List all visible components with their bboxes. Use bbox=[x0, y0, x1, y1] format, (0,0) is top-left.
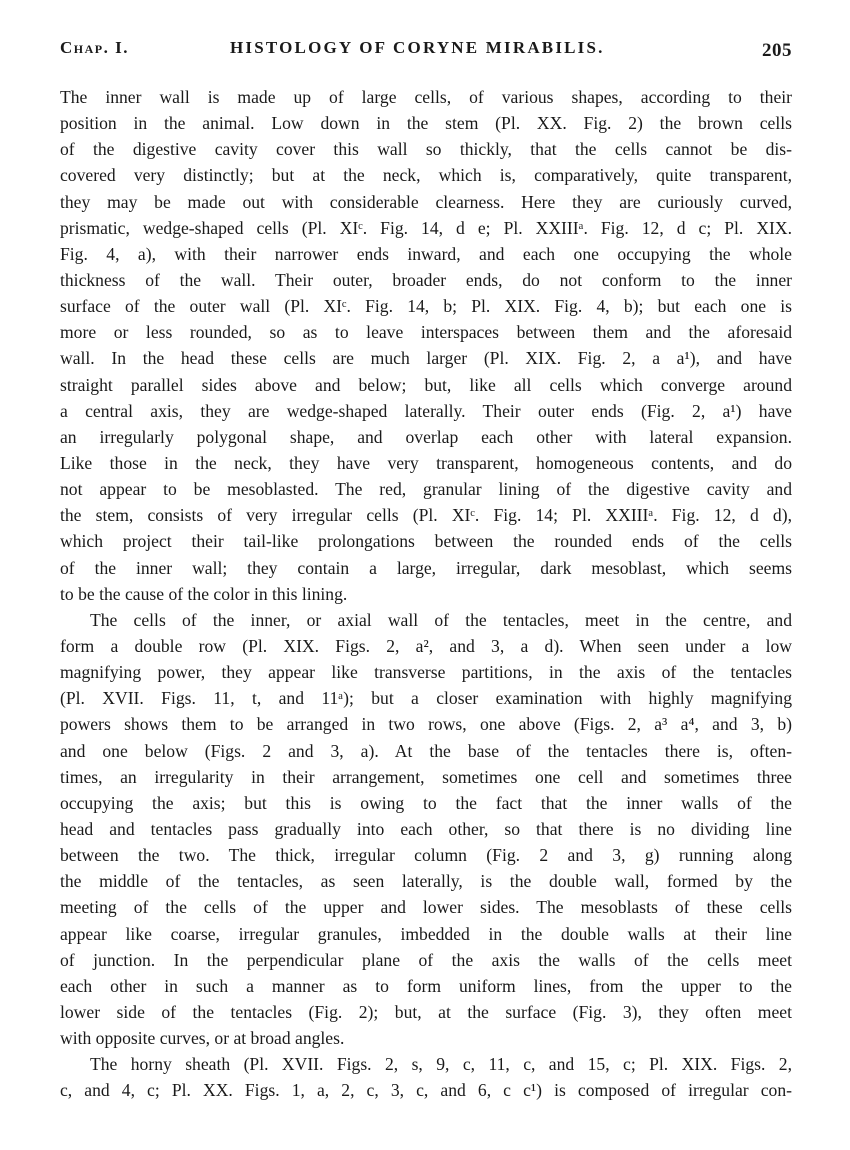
text-line: of the digestive cavity cover this wall so thickly, that the cells cannot be dis- bbox=[60, 139, 792, 160]
text-line: surface of the outer wall (Pl. XIᶜ. Fig. 14, b; Pl. XIX. Fig. 4, b); but each one is bbox=[60, 296, 792, 317]
text-line: (Pl. XVII. Figs. 11, t, and 11ᵃ); but a closer examination with highly magnifying bbox=[60, 688, 792, 709]
text-line: between the two. The thick, irregular column (Fig. 2 and 3, g) running along bbox=[60, 845, 792, 866]
text-line: not appear to be mesoblasted. The red, granular lining of the digestive cavity and bbox=[60, 479, 792, 500]
text-line: thickness of the wall. Their outer, broader ends, do not conform to the inner bbox=[60, 269, 792, 290]
text-line: lower side of the tentacles (Fig. 2); but, at the surface (Fig. 3), they often meet bbox=[60, 1001, 792, 1022]
text-line: head and tentacles pass gradually into each other, so that there is no dividing line bbox=[60, 818, 792, 839]
text-line: times, an irregularity in their arrangement, sometimes one cell and sometimes three bbox=[60, 766, 792, 787]
text-line: they may be made out with considerable clearness. Here they are curiously curved, bbox=[60, 191, 792, 212]
text-line: wall. In the head these cells are much larger (Pl. XIX. Fig. 2, a a¹), and have bbox=[60, 348, 792, 369]
text-line: the middle of the tentacles, as seen laterally, is the double wall, formed by the bbox=[60, 871, 792, 892]
paragraph bbox=[60, 1051, 792, 1103]
text-line: which project their tail-like prolongations between the rounded ends of the cells bbox=[60, 531, 792, 552]
text-line: a central axis, they are wedge-shaped laterally. Their outer ends (Fig. 2, a¹) have bbox=[60, 400, 792, 421]
text-line: The inner wall is made up of large cells, of various shapes, according to their bbox=[60, 87, 792, 107]
text-line: powers shows them to be arranged in two rows, one above (Figs. 2, a³ a⁴, and 3, b) bbox=[60, 714, 792, 735]
text-line: Like those in the neck, they have very transparent, homogeneous contents, and do bbox=[60, 452, 792, 473]
text-line: each other in such a manner as to form uniform lines, from the upper to the bbox=[60, 975, 792, 996]
running-title: HISTOLOGY OF CORYNE MIRABILIS. bbox=[230, 38, 605, 57]
body-text bbox=[60, 84, 792, 1103]
text-line: an irregularly polygonal shape, and overlap each other with lateral expansion. bbox=[60, 426, 792, 447]
text-line: the stem, consists of very irregular cells (Pl. XIᶜ. Fig. 14; Pl. XXIIIᵃ. Fig. 12, d d), bbox=[60, 505, 792, 526]
page-number: 205 bbox=[762, 40, 792, 61]
text-line: Fig. 4, a), with their narrower ends inward, and each one occupying the whole bbox=[60, 243, 792, 264]
text-line: with opposite curves, or at broad angles. bbox=[60, 1028, 345, 1049]
text-line: covered very distinctly; but at the neck, which is, comparatively, quite transparent, bbox=[60, 165, 792, 186]
text-line: position in the animal. Low down in the stem (Pl. XX. Fig. 2) the brown cells bbox=[60, 113, 792, 134]
text-line: straight parallel sides above and below; but, like all cells which converge around bbox=[60, 374, 792, 395]
paragraph bbox=[60, 84, 792, 607]
text-line: and one below (Figs. 2 and 3, a). At the base of the tentacles there is, often- bbox=[60, 740, 792, 761]
text-line: more or less rounded, so as to leave interspaces between them and the aforesaid bbox=[60, 322, 792, 343]
text-line: magnifying power, they appear like transverse partitions, in the axis of the tentacles bbox=[60, 662, 792, 683]
text-line: appear like coarse, irregular granules, imbedded in the double walls at their line bbox=[60, 923, 792, 944]
text-line: to be the cause of the color in this lining. bbox=[60, 583, 348, 604]
text-line: of junction. In the perpendicular plane of the axis the walls of the cells meet bbox=[60, 949, 792, 970]
paragraph bbox=[60, 607, 792, 1051]
text-line: of the inner wall; they contain a large, irregular, dark mesoblast, which seems bbox=[60, 557, 792, 578]
text-line: meeting of the cells of the upper and lower sides. The mesoblasts of these cells bbox=[60, 897, 792, 918]
chapter-label: Chap. I. bbox=[60, 38, 129, 57]
running-header bbox=[60, 36, 792, 66]
text-line: c, and 4, c; Pl. XX. Figs. 1, a, 2, c, 3, c, and 6, c c¹) is composed of irregular con- bbox=[60, 1080, 792, 1101]
text-line: occupying the axis; but this is owing to the fact that the inner walls of the bbox=[60, 792, 792, 813]
text-line: The cells of the inner, or axial wall of the tentacles, meet in the centre, and bbox=[90, 609, 792, 630]
text-line: The horny sheath (Pl. XVII. Figs. 2, s, 9, c, 11, c, and 15, c; Pl. XIX. Figs. 2, bbox=[90, 1054, 792, 1075]
text-line: form a double row (Pl. XIX. Figs. 2, a², and 3, a d). When seen under a low bbox=[60, 635, 792, 656]
text-line: prismatic, wedge-shaped cells (Pl. XIᶜ. Fig. 14, d e; Pl. XXIIIᵃ. Fig. 12, d c; Pl. XIX. bbox=[60, 217, 792, 238]
